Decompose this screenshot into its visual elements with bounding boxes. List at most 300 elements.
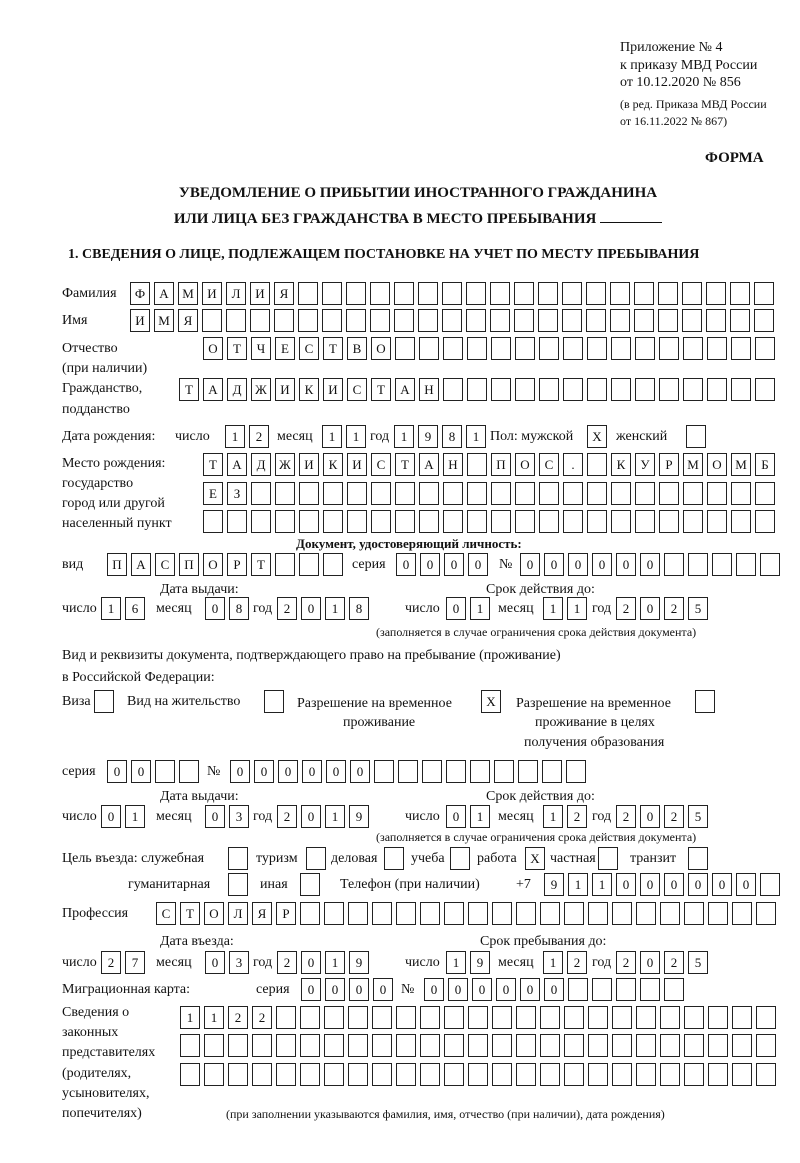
- input-cell[interactable]: [538, 282, 558, 305]
- input-cell[interactable]: Т: [371, 378, 391, 401]
- input-cell[interactable]: 0: [520, 978, 540, 1001]
- input-cell[interactable]: [708, 1063, 728, 1086]
- input-cell[interactable]: [419, 510, 439, 533]
- input-cell[interactable]: 9: [349, 951, 369, 974]
- input-cell[interactable]: [636, 1034, 656, 1057]
- input-cell[interactable]: О: [203, 337, 223, 360]
- input-cell[interactable]: М: [683, 453, 703, 476]
- purpose-business-checkbox[interactable]: [384, 847, 404, 870]
- input-cell[interactable]: [515, 482, 535, 505]
- input-cell[interactable]: [611, 337, 631, 360]
- input-cell[interactable]: [659, 482, 679, 505]
- input-cell[interactable]: [684, 902, 704, 925]
- input-cell[interactable]: [490, 282, 510, 305]
- input-cell[interactable]: [707, 482, 727, 505]
- input-cell[interactable]: Е: [203, 482, 223, 505]
- input-cell[interactable]: [252, 1063, 272, 1086]
- input-cell[interactable]: 9: [418, 425, 438, 448]
- input-cell[interactable]: О: [707, 453, 727, 476]
- input-cell[interactable]: 2: [101, 951, 121, 974]
- input-cell[interactable]: [755, 378, 775, 401]
- input-cell[interactable]: [731, 510, 751, 533]
- input-cell[interactable]: [610, 309, 630, 332]
- input-cell[interactable]: Н: [419, 378, 439, 401]
- input-cell[interactable]: [708, 902, 728, 925]
- input-cell[interactable]: 0: [301, 951, 321, 974]
- input-cell[interactable]: [755, 337, 775, 360]
- input-cell[interactable]: [395, 337, 415, 360]
- input-cell[interactable]: 2: [252, 1006, 272, 1029]
- input-cell[interactable]: Р: [227, 553, 247, 576]
- input-cell[interactable]: 0: [396, 553, 416, 576]
- input-cell[interactable]: [587, 378, 607, 401]
- input-cell[interactable]: Р: [659, 453, 679, 476]
- input-cell[interactable]: 1: [346, 425, 366, 448]
- input-cell[interactable]: [395, 510, 415, 533]
- input-cell[interactable]: 2: [664, 951, 684, 974]
- input-cell[interactable]: С: [371, 453, 391, 476]
- input-cell[interactable]: О: [203, 553, 223, 576]
- input-cell[interactable]: [372, 902, 392, 925]
- purpose-service-checkbox[interactable]: [228, 847, 248, 870]
- input-cell[interactable]: [514, 282, 534, 305]
- input-cell[interactable]: [712, 553, 732, 576]
- input-cell[interactable]: [708, 1006, 728, 1029]
- input-cell[interactable]: 1: [470, 597, 490, 620]
- input-cell[interactable]: [372, 1063, 392, 1086]
- input-cell[interactable]: [371, 510, 391, 533]
- input-cell[interactable]: И: [347, 453, 367, 476]
- input-cell[interactable]: [688, 553, 708, 576]
- input-cell[interactable]: [444, 1034, 464, 1057]
- input-cell[interactable]: 0: [446, 597, 466, 620]
- input-cell[interactable]: [443, 482, 463, 505]
- input-cell[interactable]: [516, 902, 536, 925]
- input-cell[interactable]: [370, 309, 390, 332]
- input-cell[interactable]: [348, 902, 368, 925]
- input-cell[interactable]: 0: [520, 553, 540, 576]
- input-cell[interactable]: 0: [101, 805, 121, 828]
- input-cell[interactable]: [324, 1034, 344, 1057]
- input-cell[interactable]: 0: [349, 978, 369, 1001]
- input-cell[interactable]: [660, 902, 680, 925]
- input-cell[interactable]: Л: [226, 282, 246, 305]
- input-cell[interactable]: [732, 902, 752, 925]
- input-cell[interactable]: О: [515, 453, 535, 476]
- input-cell[interactable]: [564, 1034, 584, 1057]
- input-cell[interactable]: Т: [251, 553, 271, 576]
- input-cell[interactable]: И: [202, 282, 222, 305]
- input-cell[interactable]: [515, 378, 535, 401]
- input-cell[interactable]: [611, 510, 631, 533]
- input-cell[interactable]: [563, 510, 583, 533]
- input-cell[interactable]: [659, 337, 679, 360]
- input-cell[interactable]: [276, 1034, 296, 1057]
- input-cell[interactable]: [586, 309, 606, 332]
- input-cell[interactable]: 1: [543, 951, 563, 974]
- male-checkbox[interactable]: X: [587, 425, 607, 448]
- input-cell[interactable]: [587, 337, 607, 360]
- input-cell[interactable]: [446, 760, 466, 783]
- input-cell[interactable]: 2: [616, 597, 636, 620]
- input-cell[interactable]: К: [323, 453, 343, 476]
- input-cell[interactable]: [155, 760, 175, 783]
- input-cell[interactable]: Р: [276, 902, 296, 925]
- input-cell[interactable]: [323, 553, 343, 576]
- input-cell[interactable]: 0: [640, 951, 660, 974]
- input-cell[interactable]: Д: [251, 453, 271, 476]
- input-cell[interactable]: [442, 282, 462, 305]
- input-cell[interactable]: У: [635, 453, 655, 476]
- input-cell[interactable]: 0: [640, 873, 660, 896]
- input-cell[interactable]: 2: [567, 805, 587, 828]
- input-cell[interactable]: [420, 1006, 440, 1029]
- input-cell[interactable]: [659, 510, 679, 533]
- input-cell[interactable]: [228, 1063, 248, 1086]
- input-cell[interactable]: [684, 1034, 704, 1057]
- input-cell[interactable]: [731, 378, 751, 401]
- input-cell[interactable]: 1: [204, 1006, 224, 1029]
- input-cell[interactable]: [610, 282, 630, 305]
- input-cell[interactable]: М: [154, 309, 174, 332]
- input-cell[interactable]: [347, 482, 367, 505]
- input-cell[interactable]: 0: [205, 805, 225, 828]
- input-cell[interactable]: [563, 378, 583, 401]
- input-cell[interactable]: Т: [323, 337, 343, 360]
- input-cell[interactable]: [418, 282, 438, 305]
- input-cell[interactable]: [300, 1006, 320, 1029]
- input-cell[interactable]: 5: [688, 805, 708, 828]
- input-cell[interactable]: 0: [640, 553, 660, 576]
- input-cell[interactable]: [516, 1034, 536, 1057]
- input-cell[interactable]: [418, 309, 438, 332]
- input-cell[interactable]: [683, 482, 703, 505]
- input-cell[interactable]: И: [323, 378, 343, 401]
- purpose-other-checkbox[interactable]: [300, 873, 320, 896]
- input-cell[interactable]: [422, 760, 442, 783]
- input-cell[interactable]: И: [275, 378, 295, 401]
- input-cell[interactable]: О: [371, 337, 391, 360]
- input-cell[interactable]: [563, 337, 583, 360]
- input-cell[interactable]: [754, 309, 774, 332]
- input-cell[interactable]: 2: [277, 597, 297, 620]
- input-cell[interactable]: [514, 309, 534, 332]
- input-cell[interactable]: [635, 378, 655, 401]
- input-cell[interactable]: [731, 337, 751, 360]
- input-cell[interactable]: [756, 1006, 776, 1029]
- input-cell[interactable]: 0: [446, 805, 466, 828]
- input-cell[interactable]: 0: [468, 553, 488, 576]
- input-cell[interactable]: [468, 1006, 488, 1029]
- input-cell[interactable]: [562, 309, 582, 332]
- input-cell[interactable]: [443, 378, 463, 401]
- input-cell[interactable]: [396, 1034, 416, 1057]
- input-cell[interactable]: [660, 1034, 680, 1057]
- input-cell[interactable]: 3: [229, 951, 249, 974]
- input-cell[interactable]: 0: [568, 553, 588, 576]
- input-cell[interactable]: [419, 337, 439, 360]
- input-cell[interactable]: [300, 902, 320, 925]
- input-cell[interactable]: 1: [180, 1006, 200, 1029]
- input-cell[interactable]: 1: [325, 805, 345, 828]
- input-cell[interactable]: [374, 760, 394, 783]
- input-cell[interactable]: 1: [543, 597, 563, 620]
- input-cell[interactable]: [251, 510, 271, 533]
- input-cell[interactable]: [706, 309, 726, 332]
- input-cell[interactable]: [204, 1063, 224, 1086]
- input-cell[interactable]: 2: [664, 805, 684, 828]
- input-cell[interactable]: [492, 1006, 512, 1029]
- input-cell[interactable]: 7: [125, 951, 145, 974]
- input-cell[interactable]: А: [227, 453, 247, 476]
- input-cell[interactable]: [324, 902, 344, 925]
- input-cell[interactable]: И: [250, 282, 270, 305]
- input-cell[interactable]: 1: [567, 597, 587, 620]
- input-cell[interactable]: [588, 1034, 608, 1057]
- input-cell[interactable]: [346, 282, 366, 305]
- input-cell[interactable]: [466, 282, 486, 305]
- input-cell[interactable]: [540, 902, 560, 925]
- input-cell[interactable]: [348, 1006, 368, 1029]
- input-cell[interactable]: Т: [179, 378, 199, 401]
- input-cell[interactable]: А: [154, 282, 174, 305]
- input-cell[interactable]: 0: [496, 978, 516, 1001]
- input-cell[interactable]: С: [299, 337, 319, 360]
- input-cell[interactable]: 9: [544, 873, 564, 896]
- input-cell[interactable]: [470, 760, 490, 783]
- input-cell[interactable]: [635, 482, 655, 505]
- input-cell[interactable]: [682, 309, 702, 332]
- input-cell[interactable]: [635, 337, 655, 360]
- input-cell[interactable]: [683, 510, 703, 533]
- input-cell[interactable]: [684, 1063, 704, 1086]
- input-cell[interactable]: 8: [442, 425, 462, 448]
- input-cell[interactable]: [491, 482, 511, 505]
- input-cell[interactable]: 1: [125, 805, 145, 828]
- purpose-study-checkbox[interactable]: [450, 847, 470, 870]
- input-cell[interactable]: П: [491, 453, 511, 476]
- input-cell[interactable]: 1: [322, 425, 342, 448]
- input-cell[interactable]: [490, 309, 510, 332]
- input-cell[interactable]: [228, 1034, 248, 1057]
- input-cell[interactable]: [731, 482, 751, 505]
- input-cell[interactable]: [756, 1063, 776, 1086]
- input-cell[interactable]: Т: [180, 902, 200, 925]
- input-cell[interactable]: [682, 282, 702, 305]
- input-cell[interactable]: [754, 282, 774, 305]
- purpose-transit-checkbox[interactable]: [688, 847, 708, 870]
- input-cell[interactable]: 1: [101, 597, 121, 620]
- input-cell[interactable]: [492, 1034, 512, 1057]
- input-cell[interactable]: [516, 1006, 536, 1029]
- input-cell[interactable]: С: [347, 378, 367, 401]
- input-cell[interactable]: [684, 1006, 704, 1029]
- input-cell[interactable]: [491, 337, 511, 360]
- input-cell[interactable]: [324, 1063, 344, 1086]
- input-cell[interactable]: [251, 482, 271, 505]
- input-cell[interactable]: [756, 1034, 776, 1057]
- input-cell[interactable]: [300, 1034, 320, 1057]
- input-cell[interactable]: [372, 1006, 392, 1029]
- trp-edu-checkbox[interactable]: [695, 690, 715, 713]
- input-cell[interactable]: [276, 1063, 296, 1086]
- input-cell[interactable]: [616, 978, 636, 1001]
- input-cell[interactable]: [732, 1034, 752, 1057]
- input-cell[interactable]: [664, 553, 684, 576]
- input-cell[interactable]: Я: [178, 309, 198, 332]
- input-cell[interactable]: [396, 1063, 416, 1086]
- input-cell[interactable]: [398, 760, 418, 783]
- input-cell[interactable]: З: [227, 482, 247, 505]
- input-cell[interactable]: [640, 978, 660, 1001]
- input-cell[interactable]: 0: [373, 978, 393, 1001]
- input-cell[interactable]: 1: [225, 425, 245, 448]
- purpose-private-checkbox[interactable]: [598, 847, 618, 870]
- input-cell[interactable]: В: [347, 337, 367, 360]
- input-cell[interactable]: [636, 902, 656, 925]
- input-cell[interactable]: 0: [640, 597, 660, 620]
- input-cell[interactable]: [707, 510, 727, 533]
- input-cell[interactable]: [180, 1063, 200, 1086]
- input-cell[interactable]: [300, 1063, 320, 1086]
- input-cell[interactable]: [564, 1006, 584, 1029]
- input-cell[interactable]: 0: [736, 873, 756, 896]
- input-cell[interactable]: [179, 760, 199, 783]
- input-cell[interactable]: [442, 309, 462, 332]
- input-cell[interactable]: [346, 309, 366, 332]
- input-cell[interactable]: [564, 1063, 584, 1086]
- input-cell[interactable]: [538, 309, 558, 332]
- input-cell[interactable]: [706, 282, 726, 305]
- input-cell[interactable]: 0: [424, 978, 444, 1001]
- input-cell[interactable]: 0: [664, 873, 684, 896]
- input-cell[interactable]: П: [179, 553, 199, 576]
- input-cell[interactable]: [539, 378, 559, 401]
- input-cell[interactable]: 1: [470, 805, 490, 828]
- input-cell[interactable]: [491, 378, 511, 401]
- input-cell[interactable]: [588, 1006, 608, 1029]
- input-cell[interactable]: [732, 1006, 752, 1029]
- input-cell[interactable]: [736, 553, 756, 576]
- input-cell[interactable]: [518, 760, 538, 783]
- input-cell[interactable]: [419, 482, 439, 505]
- input-cell[interactable]: Н: [443, 453, 463, 476]
- input-cell[interactable]: 1: [446, 951, 466, 974]
- input-cell[interactable]: [202, 309, 222, 332]
- input-cell[interactable]: М: [178, 282, 198, 305]
- input-cell[interactable]: [370, 282, 390, 305]
- input-cell[interactable]: [226, 309, 246, 332]
- input-cell[interactable]: 2: [249, 425, 269, 448]
- input-cell[interactable]: [395, 482, 415, 505]
- input-cell[interactable]: 0: [688, 873, 708, 896]
- input-cell[interactable]: А: [419, 453, 439, 476]
- input-cell[interactable]: [683, 337, 703, 360]
- input-cell[interactable]: [444, 902, 464, 925]
- input-cell[interactable]: [660, 1006, 680, 1029]
- input-cell[interactable]: А: [131, 553, 151, 576]
- input-cell[interactable]: Ж: [275, 453, 295, 476]
- input-cell[interactable]: [394, 282, 414, 305]
- input-cell[interactable]: [275, 553, 295, 576]
- input-cell[interactable]: [730, 282, 750, 305]
- input-cell[interactable]: [299, 553, 319, 576]
- input-cell[interactable]: 0: [230, 760, 250, 783]
- input-cell[interactable]: 6: [125, 597, 145, 620]
- input-cell[interactable]: [276, 1006, 296, 1029]
- input-cell[interactable]: Ж: [251, 378, 271, 401]
- input-cell[interactable]: [348, 1034, 368, 1057]
- input-cell[interactable]: [586, 282, 606, 305]
- input-cell[interactable]: [612, 1006, 632, 1029]
- input-cell[interactable]: [683, 378, 703, 401]
- input-cell[interactable]: 0: [325, 978, 345, 1001]
- input-cell[interactable]: [612, 902, 632, 925]
- input-cell[interactable]: [252, 1034, 272, 1057]
- input-cell[interactable]: [466, 309, 486, 332]
- input-cell[interactable]: 0: [278, 760, 298, 783]
- input-cell[interactable]: 2: [228, 1006, 248, 1029]
- input-cell[interactable]: П: [107, 553, 127, 576]
- visa-checkbox[interactable]: [94, 690, 114, 713]
- input-cell[interactable]: [515, 337, 535, 360]
- input-cell[interactable]: [611, 482, 631, 505]
- input-cell[interactable]: К: [299, 378, 319, 401]
- input-cell[interactable]: 1: [325, 951, 345, 974]
- input-cell[interactable]: [587, 482, 607, 505]
- input-cell[interactable]: [664, 978, 684, 1001]
- input-cell[interactable]: 0: [205, 951, 225, 974]
- input-cell[interactable]: [515, 510, 535, 533]
- input-cell[interactable]: [636, 1006, 656, 1029]
- input-cell[interactable]: [467, 337, 487, 360]
- input-cell[interactable]: 0: [544, 553, 564, 576]
- input-cell[interactable]: 0: [301, 597, 321, 620]
- input-cell[interactable]: [298, 309, 318, 332]
- purpose-work-checkbox[interactable]: X: [525, 847, 545, 870]
- input-cell[interactable]: 2: [664, 597, 684, 620]
- input-cell[interactable]: [299, 482, 319, 505]
- input-cell[interactable]: 0: [131, 760, 151, 783]
- input-cell[interactable]: 5: [688, 597, 708, 620]
- input-cell[interactable]: [324, 1006, 344, 1029]
- input-cell[interactable]: [323, 510, 343, 533]
- input-cell[interactable]: [563, 482, 583, 505]
- input-cell[interactable]: [180, 1034, 200, 1057]
- input-cell[interactable]: 0: [301, 805, 321, 828]
- input-cell[interactable]: [323, 482, 343, 505]
- input-cell[interactable]: [420, 1063, 440, 1086]
- input-cell[interactable]: [755, 482, 775, 505]
- input-cell[interactable]: [516, 1063, 536, 1086]
- input-cell[interactable]: 1: [543, 805, 563, 828]
- input-cell[interactable]: 0: [472, 978, 492, 1001]
- input-cell[interactable]: С: [155, 553, 175, 576]
- input-cell[interactable]: Ф: [130, 282, 150, 305]
- input-cell[interactable]: 0: [444, 553, 464, 576]
- input-cell[interactable]: [443, 337, 463, 360]
- input-cell[interactable]: [659, 378, 679, 401]
- input-cell[interactable]: [204, 1034, 224, 1057]
- purpose-humanitarian-checkbox[interactable]: [228, 873, 248, 896]
- input-cell[interactable]: [636, 1063, 656, 1086]
- input-cell[interactable]: М: [731, 453, 751, 476]
- input-cell[interactable]: 0: [448, 978, 468, 1001]
- input-cell[interactable]: 1: [325, 597, 345, 620]
- input-cell[interactable]: 0: [350, 760, 370, 783]
- input-cell[interactable]: [539, 510, 559, 533]
- input-cell[interactable]: [542, 760, 562, 783]
